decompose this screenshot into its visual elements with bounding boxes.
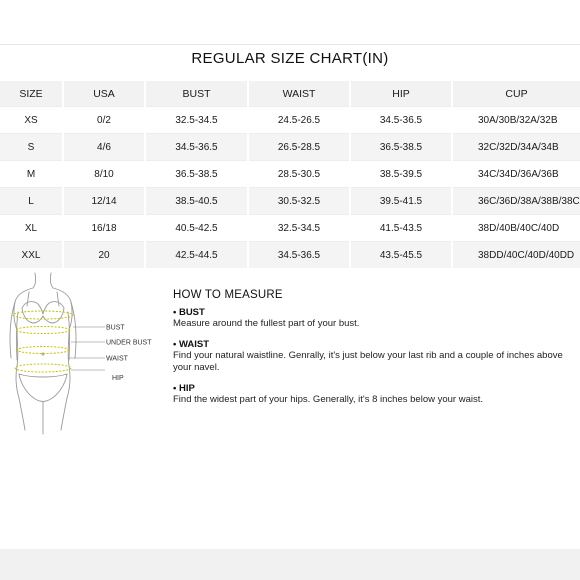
hip-label: HIP bbox=[112, 375, 124, 382]
cell-bust: 32.5-34.5 bbox=[145, 107, 248, 134]
measure-item-title: • BUST bbox=[173, 307, 205, 318]
cell-waist: 24.5-26.5 bbox=[248, 107, 350, 134]
table-row bbox=[0, 161, 580, 188]
measure-item-bust bbox=[173, 307, 573, 330]
header-bust: BUST bbox=[145, 81, 248, 107]
cell-size: M bbox=[0, 161, 63, 188]
measure-item-text: Find your natural waistline. Genrally, it's just below your last rib and a couple of inches above your navel. bbox=[173, 350, 563, 373]
cell-hip: 43.5-45.5 bbox=[350, 242, 452, 269]
cell-size: XXL bbox=[0, 242, 63, 269]
header-size: SIZE bbox=[0, 81, 63, 107]
size-chart-table bbox=[0, 81, 580, 268]
measure-item-waist bbox=[173, 339, 573, 374]
cell-usa: 0/2 bbox=[63, 107, 145, 134]
cell-waist: 26.5-28.5 bbox=[248, 134, 350, 161]
bra-straps bbox=[27, 292, 59, 306]
cell-bust: 34.5-36.5 bbox=[145, 134, 248, 161]
neck-outline bbox=[33, 273, 53, 288]
how-to-measure-section bbox=[173, 289, 573, 415]
table-row bbox=[0, 107, 580, 134]
table-row bbox=[0, 215, 580, 242]
cell-usa: 20 bbox=[63, 242, 145, 269]
header-cup: CUP bbox=[452, 81, 580, 107]
chart-title: REGULAR SIZE CHART(IN) bbox=[191, 50, 389, 67]
measure-item-hip bbox=[173, 383, 573, 406]
table-row bbox=[0, 188, 580, 215]
cell-cup: 32C/32D/34A/34B bbox=[452, 134, 580, 161]
table-row bbox=[0, 134, 580, 161]
cell-hip: 41.5-43.5 bbox=[350, 215, 452, 242]
cell-hip: 39.5-41.5 bbox=[350, 188, 452, 215]
cell-waist: 28.5-30.5 bbox=[248, 161, 350, 188]
cell-usa: 16/18 bbox=[63, 215, 145, 242]
cell-waist: 30.5-32.5 bbox=[248, 188, 350, 215]
label-leaders bbox=[69, 327, 105, 370]
cell-hip: 34.5-36.5 bbox=[350, 107, 452, 134]
cell-cup: 36C/36D/38A/38B/38C bbox=[452, 188, 580, 215]
cell-usa: 4/6 bbox=[63, 134, 145, 161]
cell-size: L bbox=[0, 188, 63, 215]
cell-cup: 38D/40B/40C/40D bbox=[452, 215, 580, 242]
cell-bust: 42.5-44.5 bbox=[145, 242, 248, 269]
cell-size: XL bbox=[0, 215, 63, 242]
waist-line bbox=[17, 347, 69, 354]
table-row bbox=[0, 242, 580, 269]
cell-hip: 38.5-39.5 bbox=[350, 161, 452, 188]
header-hip: HIP bbox=[350, 81, 452, 107]
waist-label: WAIST bbox=[106, 355, 128, 363]
table-header-row bbox=[0, 81, 580, 107]
measure-item-text: Measure around the fullest part of your bust. bbox=[173, 318, 360, 329]
cell-waist: 32.5-34.5 bbox=[248, 215, 350, 242]
bra-cups bbox=[22, 302, 64, 323]
body-silhouette-illustration bbox=[5, 268, 152, 438]
cell-size: XS bbox=[0, 107, 63, 134]
cell-cup: 30A/30B/32A/32B bbox=[452, 107, 580, 134]
cell-bust: 36.5-38.5 bbox=[145, 161, 248, 188]
bust-line bbox=[13, 311, 73, 319]
measure-item-title: • WAIST bbox=[173, 339, 210, 350]
top-divider bbox=[0, 44, 580, 45]
how-to-measure-heading: HOW TO MEASURE bbox=[173, 289, 283, 301]
cell-usa: 12/14 bbox=[63, 188, 145, 215]
cell-cup: 38DD/40C/40D/40DD bbox=[452, 242, 580, 269]
under-bust-label: UNDER BUST bbox=[106, 339, 152, 347]
bust-label: BUST bbox=[106, 324, 125, 332]
measurement-figure bbox=[5, 268, 152, 438]
cell-bust: 38.5-40.5 bbox=[145, 188, 248, 215]
cell-waist: 34.5-36.5 bbox=[248, 242, 350, 269]
briefs-outline bbox=[19, 374, 67, 402]
bottom-band bbox=[0, 549, 580, 580]
header-usa: USA bbox=[63, 81, 145, 107]
header-waist: WAIST bbox=[248, 81, 350, 107]
hip-line bbox=[15, 364, 71, 372]
cell-hip: 36.5-38.5 bbox=[350, 134, 452, 161]
measure-item-title: • HIP bbox=[173, 383, 195, 394]
measurement-lines bbox=[13, 311, 73, 372]
measure-item-text: Find the widest part of your hips. Generally, it's 8 inches below your waist. bbox=[173, 394, 484, 405]
cell-bust: 40.5-42.5 bbox=[145, 215, 248, 242]
cell-cup: 34C/34D/36A/36B bbox=[452, 161, 580, 188]
cell-usa: 8/10 bbox=[63, 161, 145, 188]
cell-size: S bbox=[0, 134, 63, 161]
under-bust-line bbox=[16, 327, 70, 334]
